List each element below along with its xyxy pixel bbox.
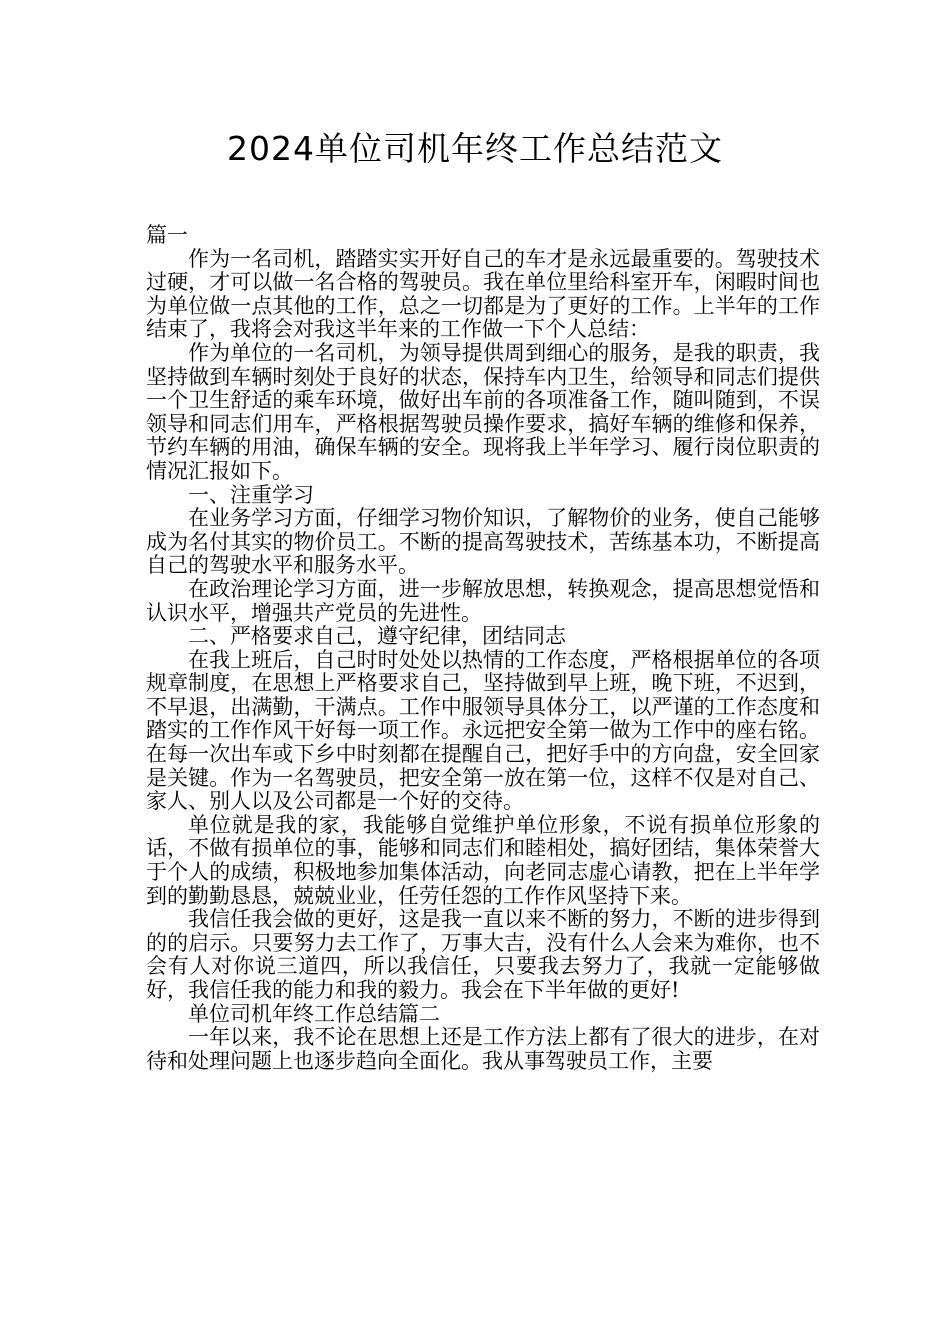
body-paragraph: 在我上班后，自己时时处处以热情的工作态度，严格根据单位的各项规章制度，在思想上严格要求自己，坚持做到早上班，晚下班，不迟到，不早退，出满勤，干满点。工作中服领导具体分工，以严谨的工作态度和踏实的工作作风干好每一项工作。永远把安全第一做为工作中的座右铭。在每一次出车或下乡中时刻都在提醒自己，把好手中的方向盘，安全回家是关键。作为一名驾驶员，把安全第一放在第一位，这样不仅是对自己、家人、别人以及公司都是一个好的交待。: [146, 647, 820, 814]
body-paragraph: 我信任我会做的更好，这是我一直以来不断的努力，不断的进步得到的的启示。只要努力去工作了，万事大吉，没有什么人会来为难你，也不会有人对你说三道四，所以我信任，只要我去努力了，我就一定能够做好，我信任我的能力和我的毅力。我会在下半年做的更好!: [146, 907, 820, 1002]
section-label: 篇一: [146, 223, 188, 247]
body-paragraph: 在政治理论学习方面，进一步解放思想，转换观念，提高思想觉悟和认识水平，增强共产党员的先进性。: [146, 576, 820, 625]
section-heading: 二、严格要求自己，遵守纪律，团结同志: [188, 624, 566, 649]
body-paragraph: 单位就是我的家，我能够自觉维护单位形象，不说有损单位形象的话，不做有损单位的事，能够和同志们和睦相处，搞好团结，集体荣誉大于个人的成绩，积极地参加集体活动，向老同志虚心请教，把在上半年学到的勤勤恳恳，兢兢业业，任劳任怨的工作作风坚持下来。: [146, 812, 820, 908]
body-paragraph: 一年以来，我不论在思想上还是工作方法上都有了很大的进步，在对待和处理问题上也逐步趋向全面化。我从事驾驶员工作，主要: [146, 1025, 820, 1073]
section-heading: 单位司机年终工作总结篇二: [188, 1001, 440, 1026]
body-paragraph: 作为单位的一名司机，为领导提供周到细心的服务，是我的职责，我坚持做到车辆时刻处于良好的状态，保持车内卫生，给领导和同志们提供一个卫生舒适的乘车环境，做好出车前的各项准备工作，随叫随到，不误领导和同志们用车，严格根据驾驶员操作要求，搞好车辆的维修和保养，节约车辆的用油，确保车辆的安全。现将我上半年学习、履行岗位职责的情况汇报如下。: [146, 340, 820, 483]
body-paragraph: 作为一名司机，踏踏实实开好自己的车才是永远最重要的。驾驶技术过硬，才可以做一名合格的驾驶员。我在单位里给科室开车，闲暇时间也为单位做一点其他的工作，总之一切都是为了更好的工作。上半年的工作结束了，我将会对我这半年来的工作做一下个人总结：: [146, 246, 820, 342]
document-body: [146, 224, 820, 1073]
document-title: 2024单位司机年终工作总结范文: [227, 129, 723, 168]
section-heading: 一、注重学习: [188, 482, 314, 507]
body-paragraph: 在业务学习方面，仔细学习物价知识，了解物价的业务，使自己能够成为名付其实的物价员工。不断的提高驾驶技术，苦练基本功，不断提高自己的驾驶水平和服务水平。: [146, 506, 820, 578]
